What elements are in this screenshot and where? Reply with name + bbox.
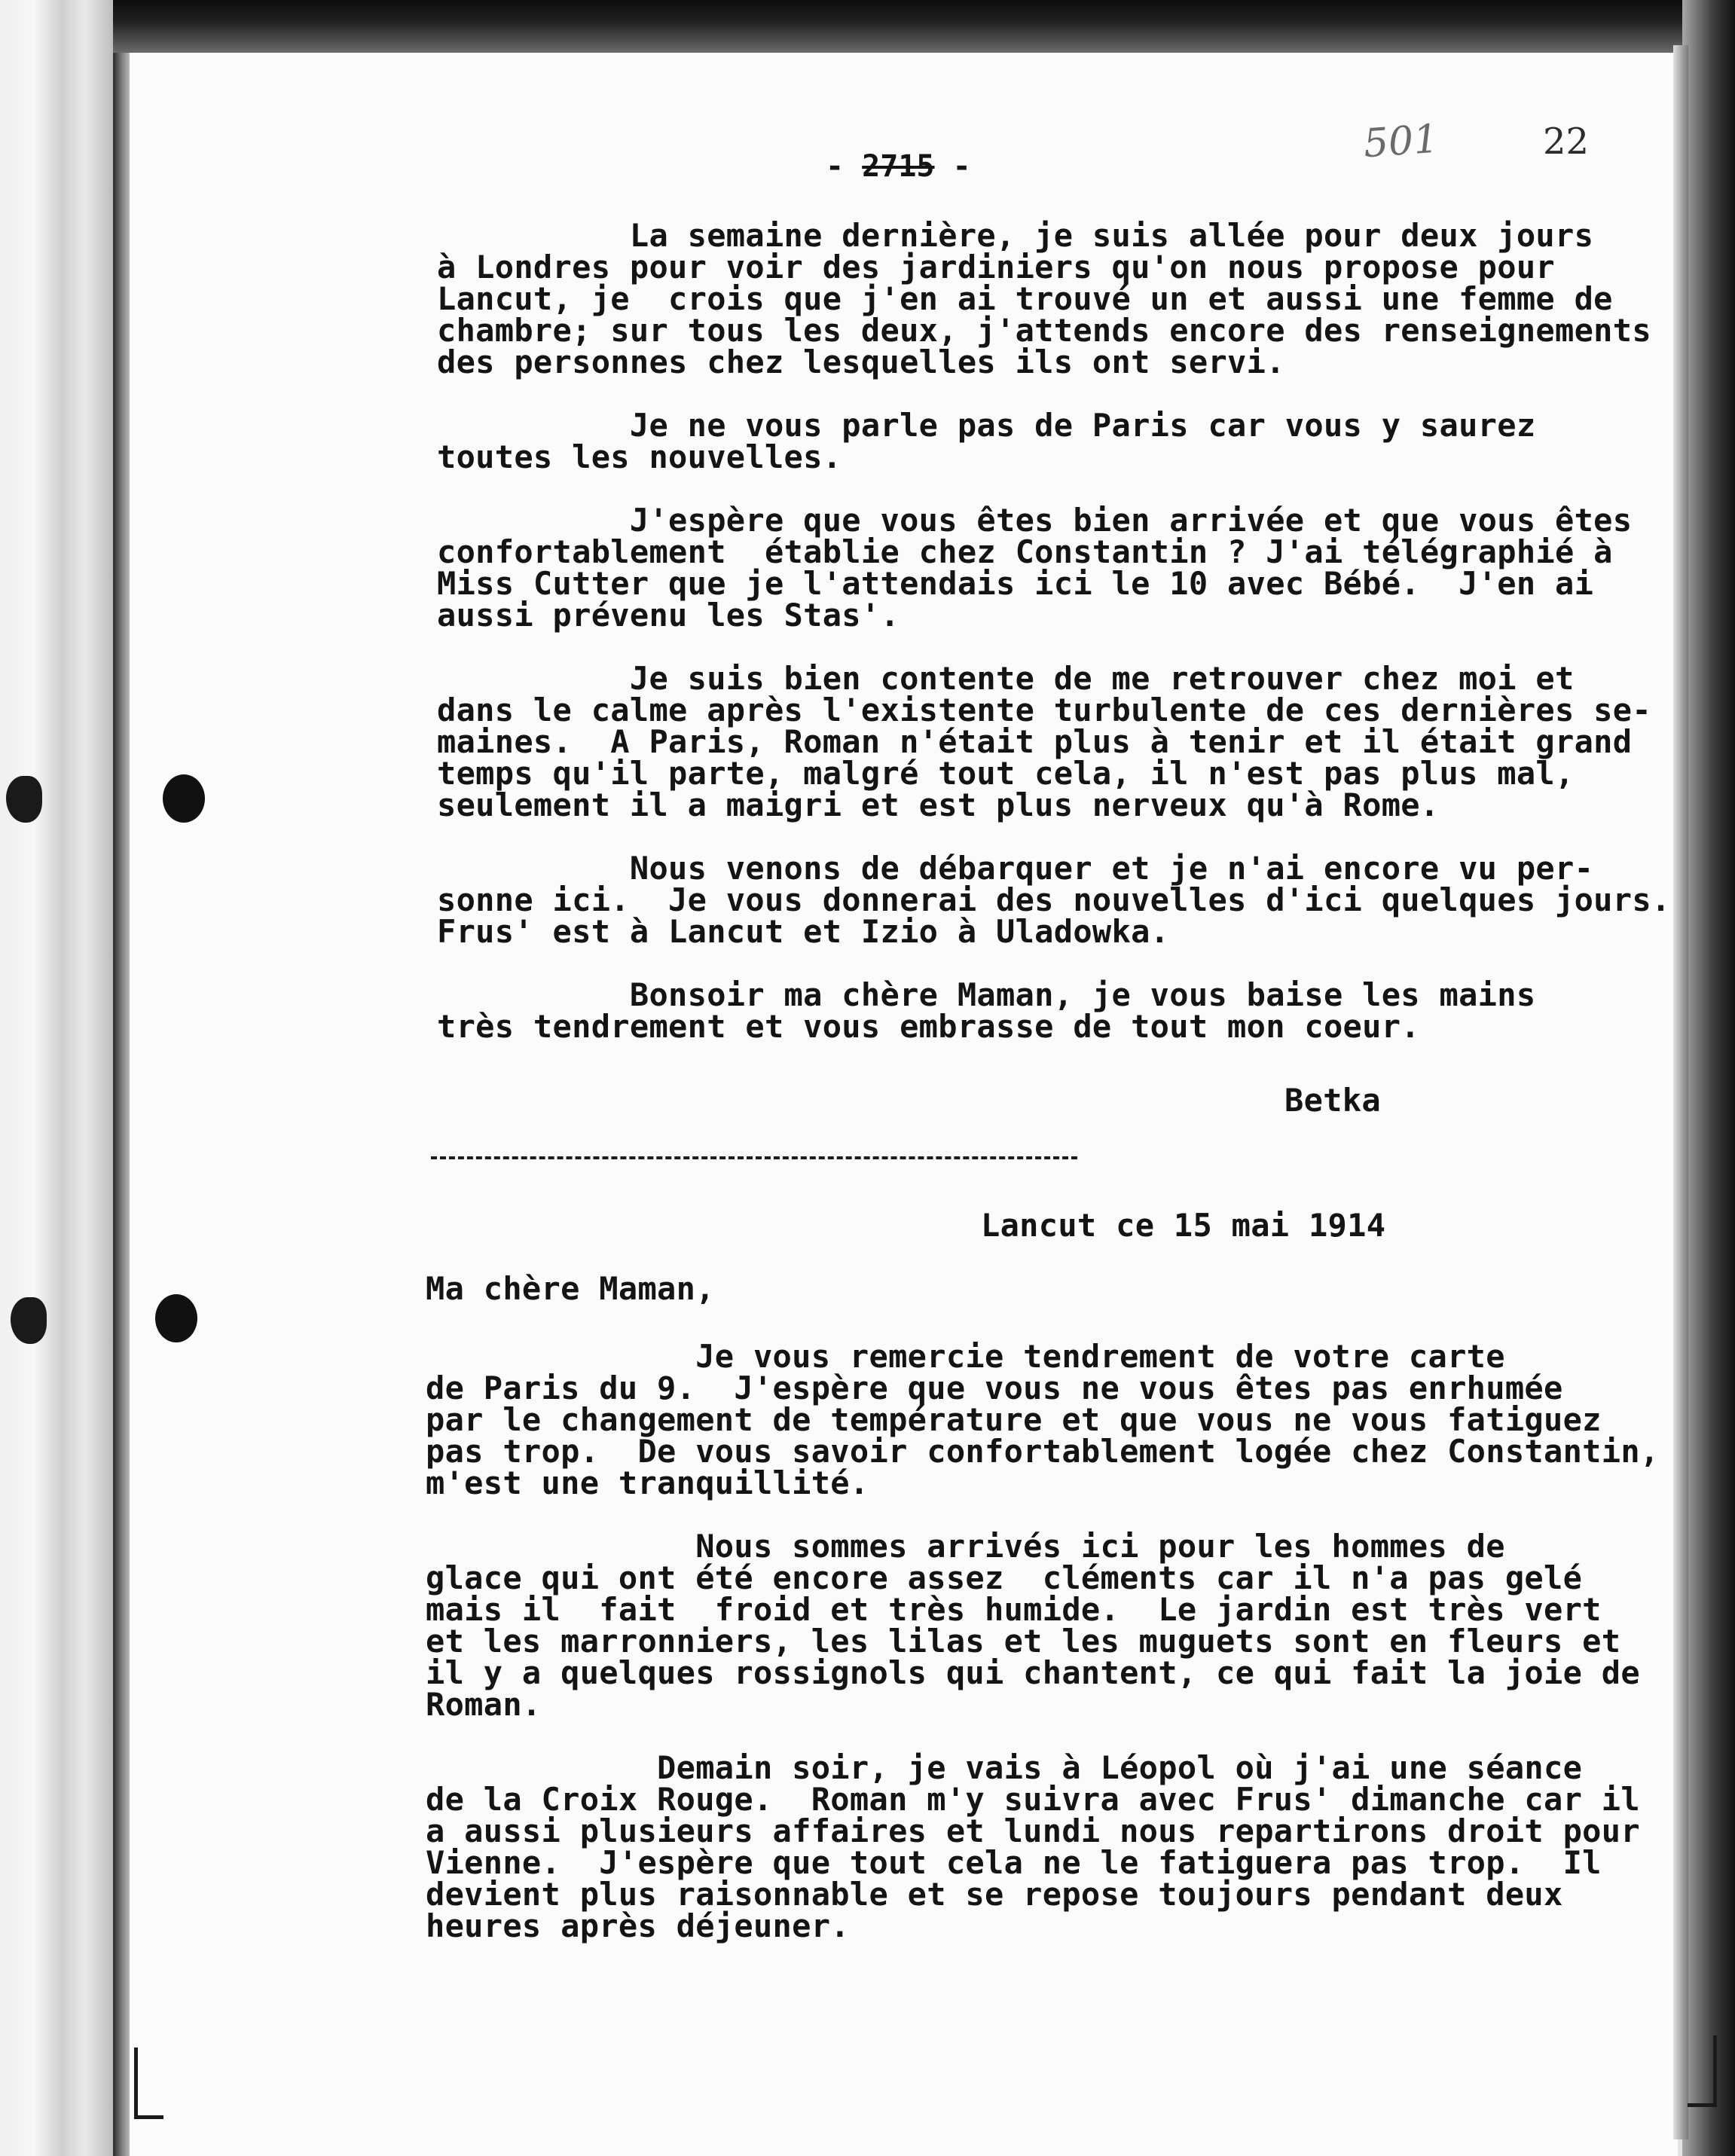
binder-strip — [0, 0, 113, 2156]
sheet-stack-edge — [1673, 45, 1688, 2139]
folio-handwritten: 501 — [1362, 116, 1440, 167]
punch-hole-icon — [163, 774, 205, 823]
text-line: dans le calme après l'existente turbulente de ces dernières se- — [437, 692, 1651, 728]
text-line — [426, 1499, 1660, 1531]
text-line: chambre; sur tous les deux, j'attends encore des renseignements — [437, 312, 1651, 349]
text-line: heures après déjeuner. — [426, 1907, 850, 1944]
text-line: Nous venons de débarquer et je n'ai encore vu per- — [437, 850, 1594, 887]
scan-shadow-top — [113, 0, 1735, 53]
crop-mark-icon — [134, 2048, 163, 2119]
text-line: toutes les nouvelles. — [437, 438, 842, 475]
text-line: Roman. — [426, 1686, 542, 1723]
separator-rule — [431, 1156, 1077, 1159]
text-line: devient plus raisonnable et se repose toujours pendant deux — [426, 1876, 1563, 1913]
text-line — [437, 631, 1671, 663]
text-line — [437, 821, 1671, 853]
text-line — [437, 473, 1671, 505]
corner-mark-handwritten: 22 — [1543, 121, 1590, 163]
letter-2-salutation: Ma chère Maman, — [426, 1270, 715, 1307]
letter-2-dateline: Lancut ce 15 mai 1914 — [981, 1207, 1386, 1244]
text-line: J'espère que vous êtes bien arrivée et que vous êtes — [437, 502, 1633, 539]
text-line: Demain soir, je vais à Léopol où j'ai une séance — [426, 1749, 1583, 1786]
text-line: Vienne. J'espère que tout cela ne le fatiguera pas trop. Il — [426, 1844, 1602, 1881]
text-line: confortablement établie chez Constantin ? J'ai télégraphié à — [437, 533, 1613, 570]
punch-hole-icon — [155, 1294, 197, 1342]
text-line: il y a quelques rossignols qui chantent, ce qui fait la joie de — [426, 1654, 1640, 1691]
text-line: Nous sommes arrivés ici pour les hommes de — [426, 1528, 1505, 1565]
text-line: pas trop. De vous savoir confortablement logée chez Constantin, — [426, 1433, 1660, 1470]
text-line: très tendrement et vous embrasse de tout mon coeur. — [437, 1008, 1420, 1045]
text-line: Je ne vous parle pas de Paris car vous y saurez — [437, 407, 1536, 444]
text-line: et les marronniers, les lilas et les muguets sont en fleurs et — [426, 1623, 1621, 1660]
text-line: aussi prévenu les Stas'. — [437, 597, 900, 634]
text-line: La semaine dernière, je suis allée pour deux jours — [437, 217, 1594, 254]
text-line: Bonsoir ma chère Maman, je vous baise les mains — [437, 976, 1536, 1013]
text-line: Miss Cutter que je l'attendais ici le 10 avec Bébé. J'en ai — [437, 565, 1594, 602]
scan-shadow-right — [1682, 0, 1735, 2156]
text-line — [437, 378, 1671, 410]
text-line: à Londres pour voir des jardiniers qu'on nous propose pour — [437, 249, 1555, 286]
text-line: de Paris du 9. J'espère que vous ne vous êtes pas enrhumée — [426, 1370, 1563, 1406]
letter-2-body — [426, 1338, 1660, 1944]
punch-hole-icon — [11, 1297, 47, 1344]
text-line: glace qui ont été encore assez cléments car il n'a pas gelé — [426, 1559, 1583, 1596]
crop-mark-icon — [1688, 2035, 1717, 2107]
text-line — [426, 1721, 1660, 1752]
binder-edge — [113, 0, 130, 2156]
text-line: temps qu'il parte, malgré tout cela, il n'est pas plus mal, — [437, 755, 1575, 792]
text-line: mais il fait froid et très humide. Le jardin est très vert — [426, 1591, 1602, 1628]
page-number: - 2715 - — [826, 149, 971, 184]
text-line: Lancut, je crois que j'en ai trouvé un et aussi une femme de — [437, 280, 1613, 317]
text-line: Je suis bien contente de me retrouver chez moi et — [437, 660, 1575, 697]
text-line: Je vous remercie tendrement de votre carte — [426, 1338, 1505, 1375]
text-line — [437, 948, 1671, 979]
text-line: des personnes chez lesquelles ils ont servi. — [437, 344, 1285, 380]
text-line: de la Croix Rouge. Roman m'y suivra avec Frus' dimanche car il — [426, 1781, 1640, 1818]
letter-1-signature: Betka — [1284, 1082, 1381, 1119]
text-line: seulement il a maigri et est plus nerveux qu'à Rome. — [437, 786, 1440, 823]
punch-hole-icon — [6, 776, 42, 823]
text-line: Frus' est à Lancut et Izio à Uladowka. — [437, 913, 1170, 950]
text-line: maines. A Paris, Roman n'était plus à tenir et il était grand — [437, 723, 1633, 760]
text-line: a aussi plusieurs affaires et lundi nous repartirons droit pour — [426, 1812, 1640, 1849]
text-line: par le changement de température et que vous ne vous fatiguez — [426, 1401, 1602, 1438]
text-line: m'est une tranquillité. — [426, 1464, 869, 1501]
text-line: sonne ici. Je vous donnerai des nouvelles d'ici quelques jours. — [437, 881, 1671, 918]
letter-1-body — [437, 217, 1671, 1045]
